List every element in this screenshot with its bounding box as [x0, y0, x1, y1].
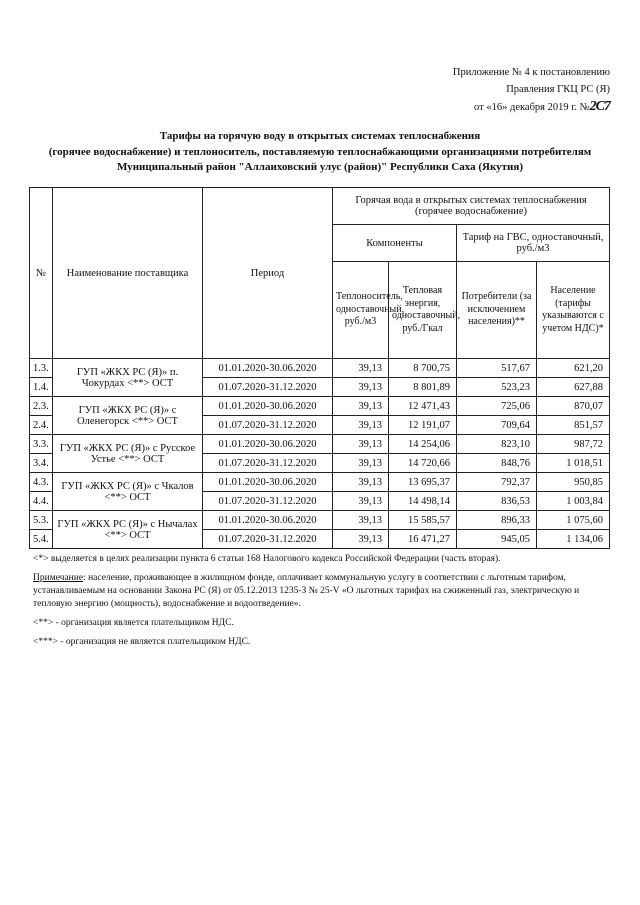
energy-tariff-cell: 14 720,66	[389, 454, 457, 473]
period-cell: 01.07.2020-31.12.2020	[203, 378, 333, 397]
document-title	[20, 129, 620, 176]
row-number: 3.3.	[30, 435, 53, 454]
header-line-1: Приложение № 4 к постановлению	[452, 67, 610, 78]
carrier-tariff-cell: 39,13	[333, 454, 389, 473]
energy-tariff-cell: 12 191,07	[389, 416, 457, 435]
remark-label: Примечание	[33, 573, 84, 583]
energy-tariff-cell: 14 254,06	[389, 435, 457, 454]
row-number: 2.3.	[30, 397, 53, 416]
energy-tariff-cell: 12 471,43	[389, 397, 457, 416]
header-population: Население (тарифы указываются с учетом НДС)*	[537, 262, 610, 359]
carrier-tariff-cell: 39,13	[333, 511, 389, 530]
row-number: 5.3.	[30, 511, 53, 530]
supplier-name: ГУП «ЖКХ РС (Я)» п. Чокурдах <**> ОСТ	[53, 359, 203, 397]
tariff-table	[29, 187, 610, 549]
energy-tariff-cell: 8 700,75	[389, 359, 457, 378]
table-body	[30, 359, 610, 549]
document-number: 2С7	[589, 99, 610, 114]
consumers-tariff-cell: 945,05	[457, 530, 537, 549]
header-hot-water: Горячая вода в открытых системах теплоснабжения (горячее водоснабжение)	[333, 188, 610, 225]
energy-tariff-cell: 15 585,57	[389, 511, 457, 530]
header-supplier: Наименование поставщика	[53, 188, 203, 359]
header-date: от «16» декабря 2019 г. №	[474, 102, 590, 113]
document-header	[453, 64, 610, 116]
header-energy: Тепловая энергия, одноставочный, руб./Гкал	[389, 262, 457, 359]
notes	[33, 553, 613, 655]
carrier-tariff-cell: 39,13	[333, 397, 389, 416]
period-cell: 01.01.2020-30.06.2020	[203, 473, 333, 492]
row-number: 1.3.	[30, 359, 53, 378]
header-tariff: Тариф на ГВС, одноставочный, руб./м3	[457, 225, 610, 262]
supplier-name: ГУП «ЖКХ РС (Я)» с Чкалов <**> ОСТ	[53, 473, 203, 511]
supplier-name: ГУП «ЖКХ РС (Я)» с Нычалах <**> ОСТ	[53, 511, 203, 549]
period-cell: 01.07.2020-31.12.2020	[203, 416, 333, 435]
population-tariff-cell: 1 134,06	[537, 530, 610, 549]
row-number: 4.4.	[30, 492, 53, 511]
period-cell: 01.01.2020-30.06.2020	[203, 435, 333, 454]
carrier-tariff-cell: 39,13	[333, 473, 389, 492]
carrier-tariff-cell: 39,13	[333, 378, 389, 397]
population-tariff-cell: 621,20	[537, 359, 610, 378]
header-components: Компоненты	[333, 225, 457, 262]
population-tariff-cell: 950,85	[537, 473, 610, 492]
carrier-tariff-cell: 39,13	[333, 359, 389, 378]
consumers-tariff-cell: 523,23	[457, 378, 537, 397]
note-vat-payer: <**> - организация является плательщиком НДС.	[33, 618, 234, 628]
period-cell: 01.01.2020-30.06.2020	[203, 511, 333, 530]
carrier-tariff-cell: 39,13	[333, 492, 389, 511]
supplier-name: ГУП «ЖКХ РС (Я)» с Оленегорск <**> ОСТ	[53, 397, 203, 435]
consumers-tariff-cell: 517,67	[457, 359, 537, 378]
note-remark	[33, 572, 613, 611]
population-tariff-cell: 870,07	[537, 397, 610, 416]
carrier-tariff-cell: 39,13	[333, 435, 389, 454]
consumers-tariff-cell: 823,10	[457, 435, 537, 454]
period-cell: 01.07.2020-31.12.2020	[203, 530, 333, 549]
note-vat: <*> выделяется в целях реализации пункта 6 статьи 168 Налогового кодекса Российской Федерации (часть вторая).	[33, 554, 501, 564]
table-row	[30, 397, 610, 416]
row-number: 3.4.	[30, 454, 53, 473]
table-row	[30, 359, 610, 378]
header-carrier: Теплоноситель, одноставочный, руб./м3	[333, 262, 389, 359]
row-number: 4.3.	[30, 473, 53, 492]
energy-tariff-cell: 14 498,14	[389, 492, 457, 511]
consumers-tariff-cell: 848,76	[457, 454, 537, 473]
consumers-tariff-cell: 725,06	[457, 397, 537, 416]
population-tariff-cell: 851,57	[537, 416, 610, 435]
header-line-2: Правления ГКЦ РС (Я)	[506, 84, 610, 95]
consumers-tariff-cell: 709,64	[457, 416, 537, 435]
energy-tariff-cell: 8 801,89	[389, 378, 457, 397]
energy-tariff-cell: 13 695,37	[389, 473, 457, 492]
header-no: №	[30, 188, 53, 359]
title-line-3: Муниципальный район "Аллаиховский улус (район)" Республики Саха (Якутия)	[116, 161, 524, 173]
row-number: 2.4.	[30, 416, 53, 435]
remark-text: : население, проживающее в жилищном фонде, оплачивает коммунальную услугу в соответствии с льготным тарифом, устанавливаемым на основании Закона РС (Я) от 05.12.2013 1235-З № 25-V «О льготных тарифах на сжиженный газ, электрическую и тепловую энергию (мощность), водоснабжение и водоотведение».	[33, 573, 580, 609]
population-tariff-cell: 1 018,51	[537, 454, 610, 473]
population-tariff-cell: 1 003,84	[537, 492, 610, 511]
table-row	[30, 473, 610, 492]
header-line-3	[453, 98, 610, 116]
title-line-2: (горячее водоснабжение) и теплоноситель, поставляемую теплоснабжающими организациями потребителям	[48, 145, 592, 158]
title-line-1: Тарифы на горячую воду в открытых системах теплоснабжения	[159, 130, 481, 142]
table-row	[30, 435, 610, 454]
consumers-tariff-cell: 836,53	[457, 492, 537, 511]
period-cell: 01.07.2020-31.12.2020	[203, 492, 333, 511]
period-cell: 01.07.2020-31.12.2020	[203, 454, 333, 473]
row-number: 5.4.	[30, 530, 53, 549]
carrier-tariff-cell: 39,13	[333, 530, 389, 549]
consumers-tariff-cell: 792,37	[457, 473, 537, 492]
population-tariff-cell: 1 075,60	[537, 511, 610, 530]
note-non-vat-payer: <***> - организация не является плательщиком НДС.	[33, 637, 251, 647]
carrier-tariff-cell: 39,13	[333, 416, 389, 435]
period-cell: 01.01.2020-30.06.2020	[203, 359, 333, 378]
energy-tariff-cell: 16 471,27	[389, 530, 457, 549]
population-tariff-cell: 627,88	[537, 378, 610, 397]
header-period: Период	[203, 188, 333, 359]
population-tariff-cell: 987,72	[537, 435, 610, 454]
supplier-name: ГУП «ЖКХ РС (Я)» с Русское Устье <**> ОСТ	[53, 435, 203, 473]
header-consumers: Потребители (за исключением населения)**	[457, 262, 537, 359]
row-number: 1.4.	[30, 378, 53, 397]
table-row	[30, 511, 610, 530]
consumers-tariff-cell: 896,33	[457, 511, 537, 530]
period-cell: 01.01.2020-30.06.2020	[203, 397, 333, 416]
